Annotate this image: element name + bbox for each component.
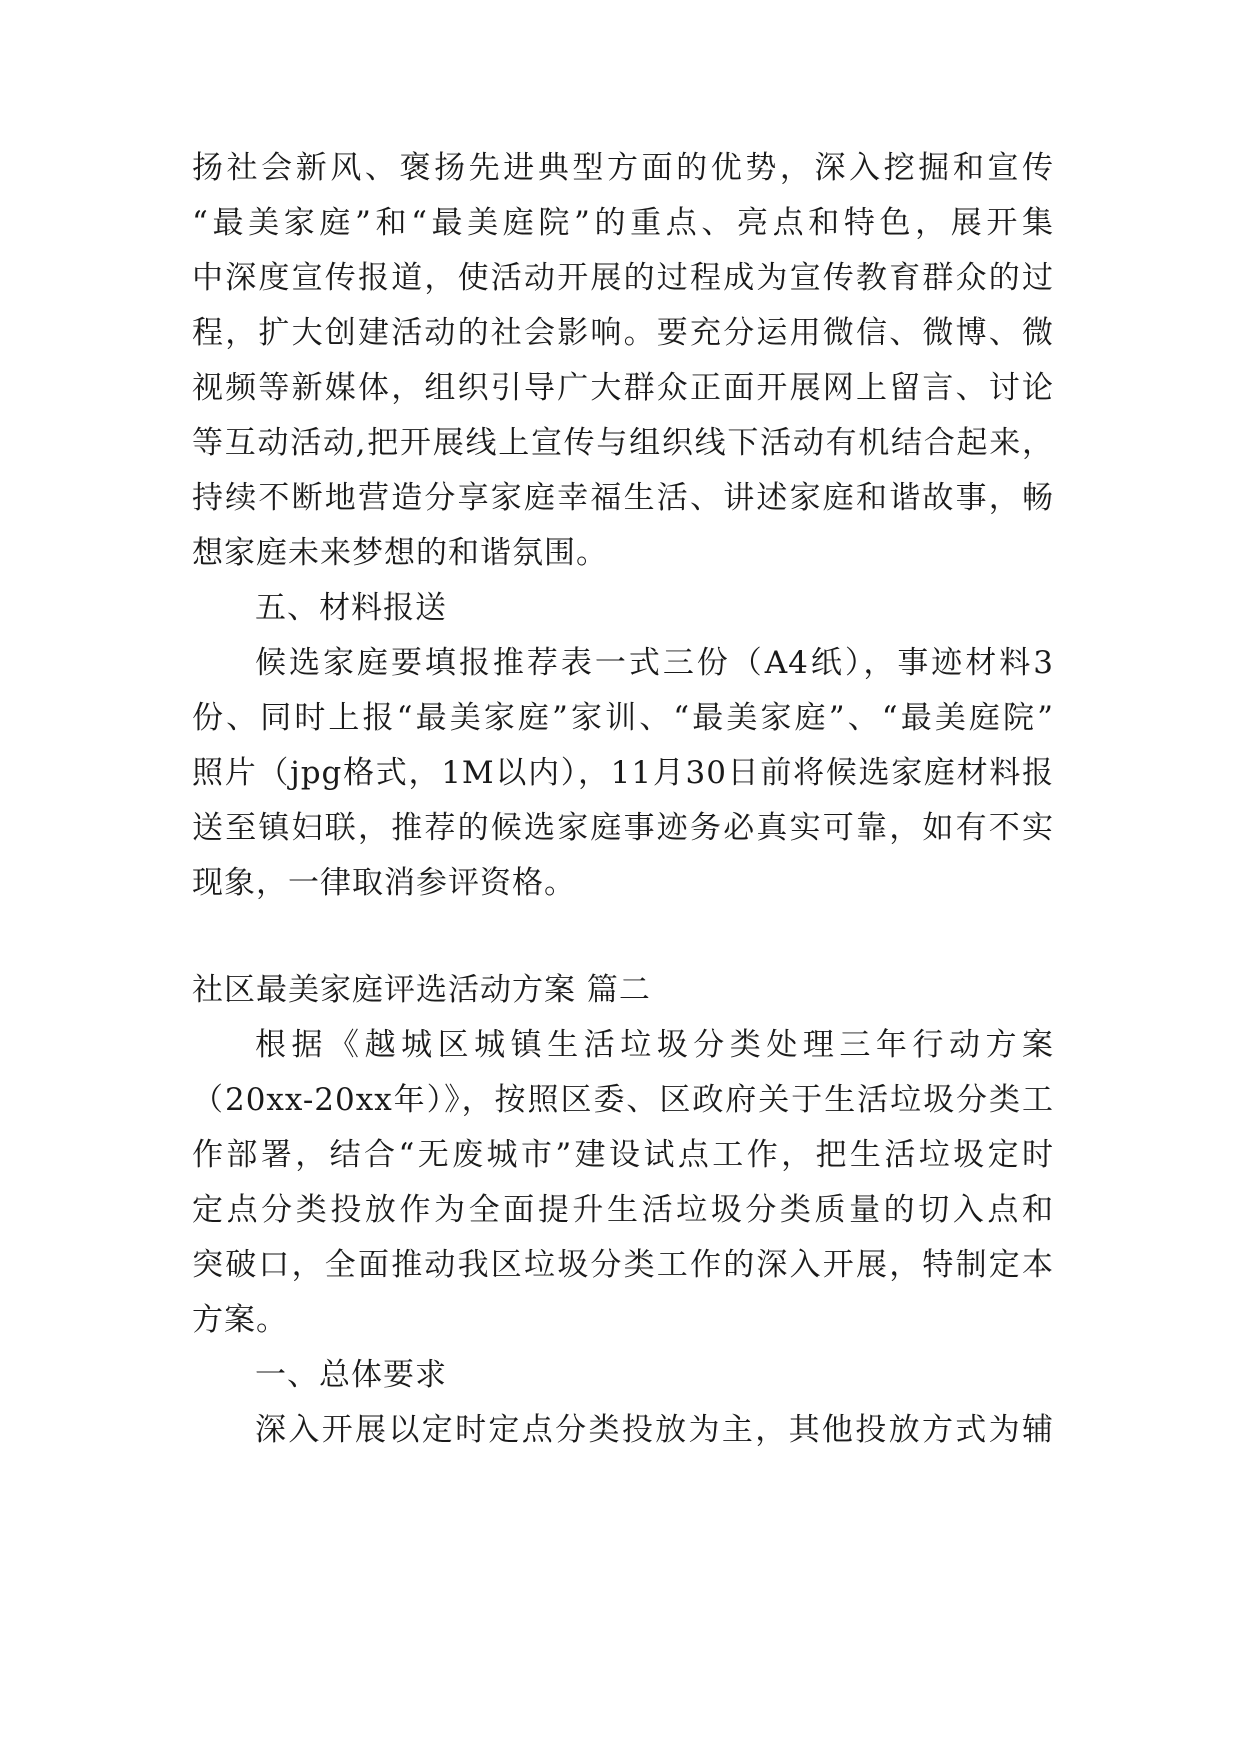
text-line: 突破口，全面推动我区垃圾分类工作的深入开展，特制定本	[192, 1247, 1054, 1283]
text-line: 作部署，结合“无废城市”建设试点工作，把生活垃圾定时	[192, 1137, 1054, 1173]
text-line: 现象，一律取消参评资格。	[192, 865, 576, 901]
text-line: 照片（jpg格式，1M以内），11月30日前将候选家庭材料报	[192, 755, 1054, 791]
text-line: 送至镇妇联，推荐的候选家庭事迹务必真实可靠，如有不实	[192, 810, 1054, 846]
text-line: 方案。	[192, 1302, 288, 1338]
text-line: 想家庭未来梦想的和谐氛围。	[192, 535, 608, 571]
section-heading: 一、总体要求	[255, 1357, 447, 1393]
text-line: 根据《越城区城镇生活垃圾分类处理三年行动方案	[255, 1027, 1054, 1063]
text-line: 中深度宣传报道，使活动开展的过程成为宣传教育群众的过	[192, 260, 1054, 296]
text-line: 等互动活动,把开展线上宣传与组织线下活动有机结合起来，	[192, 425, 1054, 461]
text-line: 持续不断地营造分享家庭幸福生活、讲述家庭和谐故事，畅	[192, 480, 1054, 516]
text-line: 视频等新媒体，组织引导广大群众正面开展网上留言、讨论	[192, 370, 1054, 406]
article-title: 社区最美家庭评选活动方案 篇二	[192, 972, 651, 1008]
text-line: （20xx-20xx年）》，按照区委、区政府关于生活垃圾分类工	[192, 1082, 1054, 1118]
text-line: 定点分类投放作为全面提升生活垃圾分类质量的切入点和	[192, 1192, 1054, 1228]
text-line: 程，扩大创建活动的社会影响。要充分运用微信、微博、微	[192, 315, 1054, 351]
text-line: 候选家庭要填报推荐表一式三份（A4纸），事迹材料3	[255, 645, 1054, 681]
text-line: 份、同时上报“最美家庭”家训、“最美家庭”、“最美庭院”	[192, 700, 1054, 736]
section-heading: 五、材料报送	[255, 590, 447, 626]
text-line: 深入开展以定时定点分类投放为主，其他投放方式为辅	[255, 1412, 1054, 1448]
text-line: 扬社会新风、褒扬先进典型方面的优势，深入挖掘和宣传	[192, 150, 1054, 186]
text-line: “最美家庭”和“最美庭院”的重点、亮点和特色，展开集	[192, 205, 1054, 241]
